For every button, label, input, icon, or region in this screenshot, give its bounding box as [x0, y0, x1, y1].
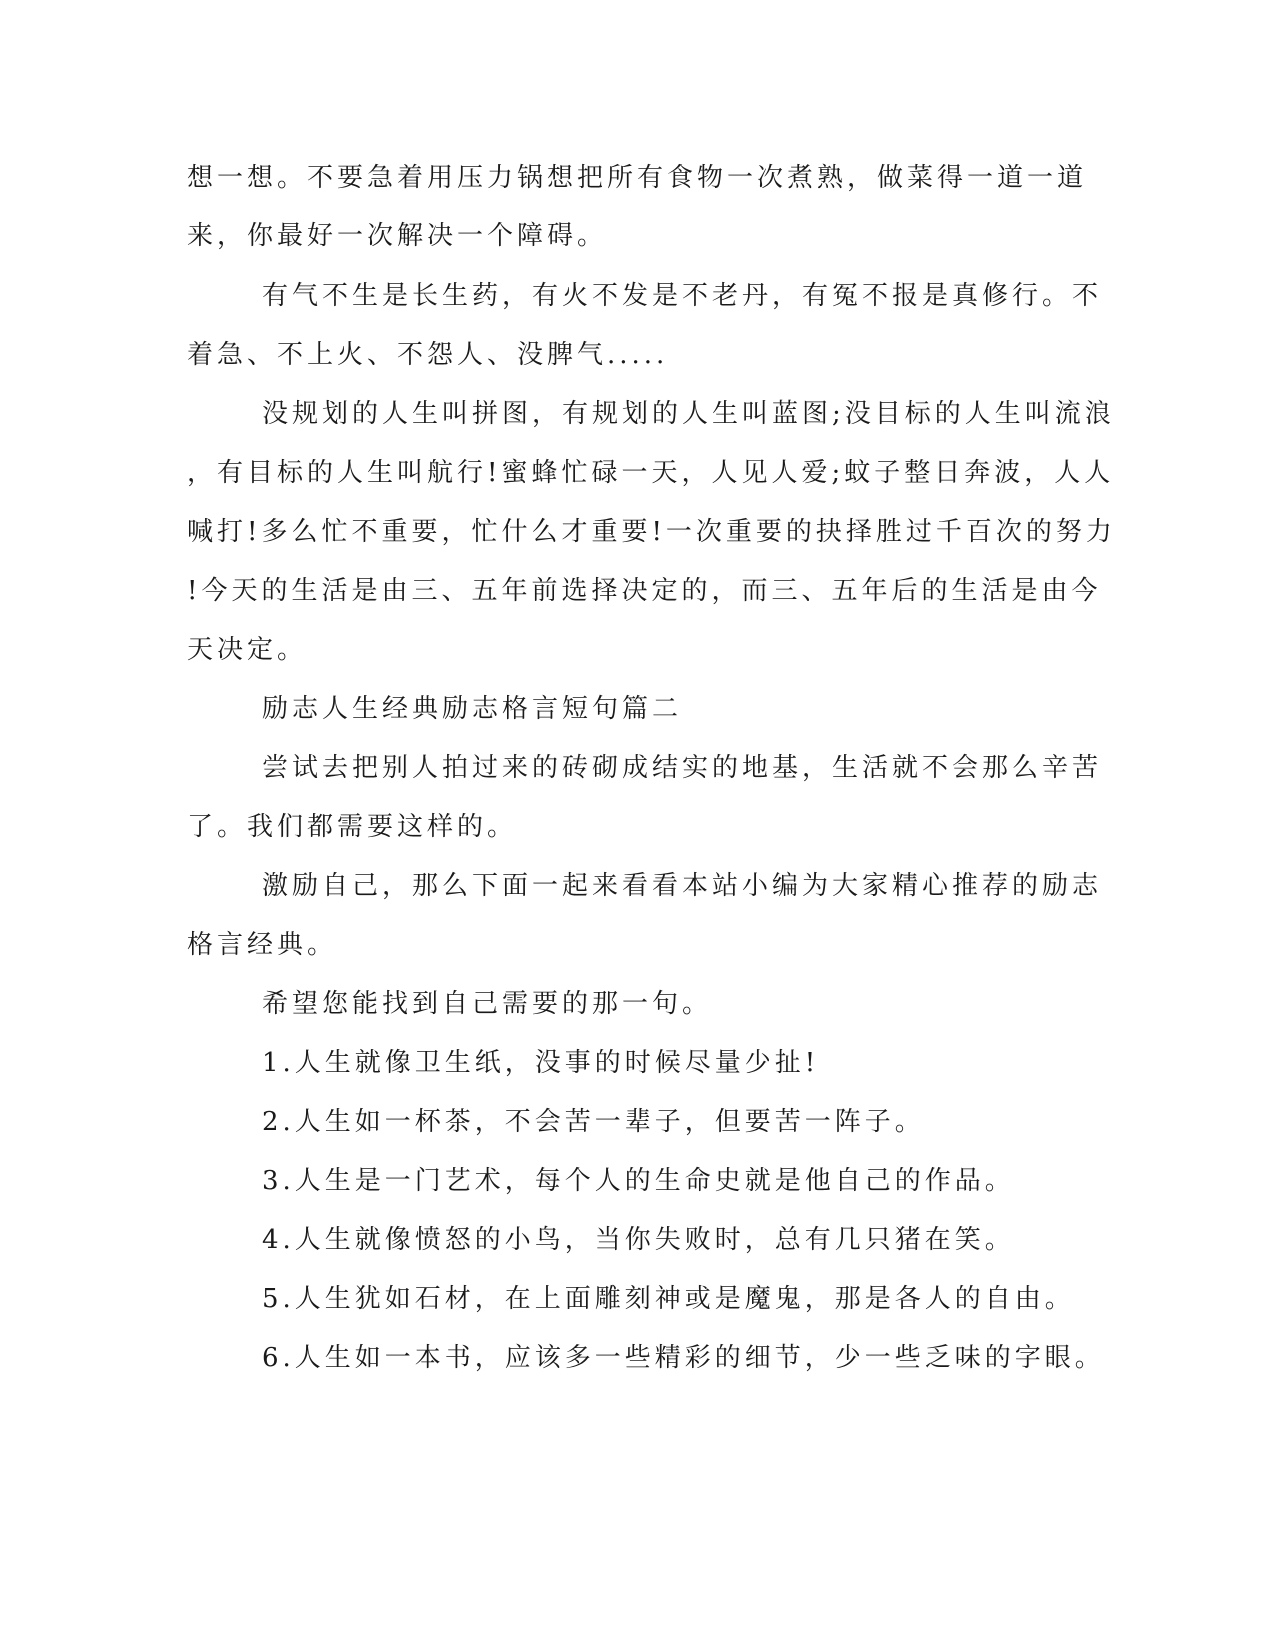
paragraph-start: 没规划的人生叫拼图，有规划的人生叫蓝图;没目标的人生叫流浪 — [262, 399, 1115, 429]
paragraph-start: 尝试去把别人拍过来的砖砌成结实的地基，生活就不会那么辛苦 — [262, 753, 1103, 783]
text-line: 天决定。 — [187, 635, 308, 665]
text-line: 了。我们都需要这样的。 — [187, 812, 518, 842]
quote-item: 6.人生如一本书，应该多一些精彩的细节，少一些乏味的字眼。 — [262, 1343, 1105, 1373]
text-line: 想一想。不要急着用压力锅想把所有食物一次煮熟，做菜得一道一道 — [187, 163, 1088, 193]
quote-item: 2.人生如一杯茶，不会苦一辈子，但要苦一阵子。 — [262, 1107, 925, 1137]
quote-item: 5.人生犹如石材，在上面雕刻神或是魔鬼，那是各人的自由。 — [262, 1284, 1075, 1314]
text-line: ，有目标的人生叫航行!蜜蜂忙碌一天，人见人爱;蚊子整日奔波，人人 — [187, 458, 1115, 488]
paragraph-start: 有气不生是长生药，有火不发是不老丹，有冤不报是真修行。不 — [262, 281, 1103, 311]
quote-item: 3.人生是一门艺术，每个人的生命史就是他自己的作品。 — [262, 1166, 1015, 1196]
paragraph-start: 希望您能找到自己需要的那一句。 — [262, 989, 713, 1019]
quote-item: 4.人生就像愤怒的小鸟，当你失败时，总有几只猪在笑。 — [262, 1225, 1015, 1255]
paragraph-start: 激励自己，那么下面一起来看看本站小编为大家精心推荐的励志 — [262, 871, 1103, 901]
text-line: 来，你最好一次解决一个障碍。 — [187, 221, 608, 251]
text-line: !今天的生活是由三、五年前选择决定的，而三、五年后的生活是由今 — [187, 576, 1102, 606]
text-line: 喊打!多么忙不重要，忙什么才重要!一次重要的抉择胜过千百次的努力 — [187, 517, 1116, 547]
section-heading: 励志人生经典励志格言短句篇二 — [262, 694, 683, 724]
text-line: 着急、不上火、不怨人、没脾气..... — [187, 340, 669, 370]
text-line: 格言经典。 — [187, 930, 338, 960]
quote-item: 1.人生就像卫生纸，没事的时候尽量少扯! — [262, 1048, 820, 1078]
